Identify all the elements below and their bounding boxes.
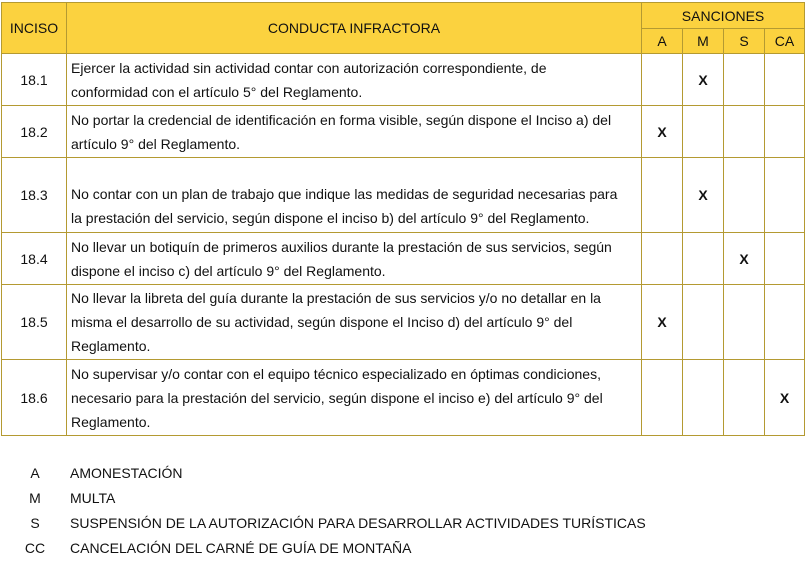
table-row xyxy=(2,285,805,360)
legend-code: CC xyxy=(24,539,46,556)
legend-text: MULTA xyxy=(70,489,116,506)
mark-ca xyxy=(765,54,805,106)
legend-code: S xyxy=(30,514,40,531)
table-row xyxy=(2,233,805,285)
mark-ca xyxy=(765,106,805,158)
row-description: No supervisar y/o contar con el equipo técnico especializado en óptimas condiciones, necesario para la prestación del servicio, según dispone el inciso e) del artículo 9° del Reglamento. xyxy=(67,360,642,436)
header-col-m: M xyxy=(683,29,724,54)
mark-s: X xyxy=(724,233,765,285)
row-inciso: 18.2 xyxy=(2,106,67,158)
mark-m: X xyxy=(683,158,724,233)
mark-a xyxy=(642,360,683,436)
row-description: Ejercer la actividad sin actividad contar con autorización correspondiente, de conformidad con el artículo 5° del Reglamento. xyxy=(67,54,642,106)
mark-ca xyxy=(765,285,805,360)
legend-item xyxy=(0,535,646,560)
legend-code: M xyxy=(29,489,41,506)
row-inciso: 18.4 xyxy=(2,233,67,285)
mark-a: X xyxy=(642,106,683,158)
mark-ca: X xyxy=(765,360,805,436)
legend-text: AMONESTACIÓN xyxy=(70,464,183,481)
row-inciso: 18.6 xyxy=(2,360,67,436)
legend-item xyxy=(0,510,646,535)
row-description: No portar la credencial de identificación en forma visible, según dispone el Inciso a) del artículo 9° del Reglamento. xyxy=(67,106,642,158)
table-row xyxy=(2,54,805,106)
mark-m xyxy=(683,360,724,436)
mark-s xyxy=(724,158,765,233)
header-col-s: S xyxy=(724,29,765,54)
mark-m xyxy=(683,106,724,158)
legend-item xyxy=(0,460,646,485)
table-row xyxy=(2,158,805,233)
mark-m xyxy=(683,285,724,360)
legend xyxy=(0,460,646,560)
mark-m xyxy=(683,233,724,285)
row-description: No contar con un plan de trabajo que indique las medidas de seguridad necesarias para la prestación del servicio, según dispone el inciso b) del artículo 9° del Reglamento. xyxy=(67,158,642,233)
mark-s xyxy=(724,106,765,158)
mark-a xyxy=(642,54,683,106)
mark-a: X xyxy=(642,285,683,360)
header-inciso: INCISO xyxy=(2,3,67,54)
row-description: No llevar un botiquín de primeros auxilios durante la prestación de sus servicios, según dispone el inciso c) del artículo 9° del Reglamento. xyxy=(67,233,642,285)
mark-a xyxy=(642,158,683,233)
header-conducta: CONDUCTA INFRACTORA xyxy=(67,3,642,54)
legend-item xyxy=(0,485,646,510)
mark-a xyxy=(642,233,683,285)
mark-ca xyxy=(765,158,805,233)
row-inciso: 18.5 xyxy=(2,285,67,360)
mark-ca xyxy=(765,233,805,285)
legend-code: A xyxy=(30,464,40,481)
row-description: No llevar la libreta del guía durante la prestación de sus servicios y/o no detallar en la misma el desarrollo de su actividad, según dispone el Inciso d) del artículo 9° del Reglamento. xyxy=(67,285,642,360)
mark-m: X xyxy=(683,54,724,106)
header-sanciones: SANCIONES xyxy=(642,3,805,29)
header-col-a: A xyxy=(642,29,683,54)
sanctions-table xyxy=(1,2,805,436)
legend-text: SUSPENSIÓN DE LA AUTORIZACIÓN PARA DESARROLLAR ACTIVIDADES TURÍSTICAS xyxy=(70,514,646,531)
legend-text: CANCELACIÓN DEL CARNÉ DE GUÍA DE MONTAÑA xyxy=(70,539,412,556)
row-inciso: 18.1 xyxy=(2,54,67,106)
mark-s xyxy=(724,54,765,106)
header-col-ca: CA xyxy=(765,29,805,54)
mark-s xyxy=(724,285,765,360)
mark-s xyxy=(724,360,765,436)
table-row xyxy=(2,360,805,436)
table-row xyxy=(2,106,805,158)
row-inciso: 18.3 xyxy=(2,158,67,233)
